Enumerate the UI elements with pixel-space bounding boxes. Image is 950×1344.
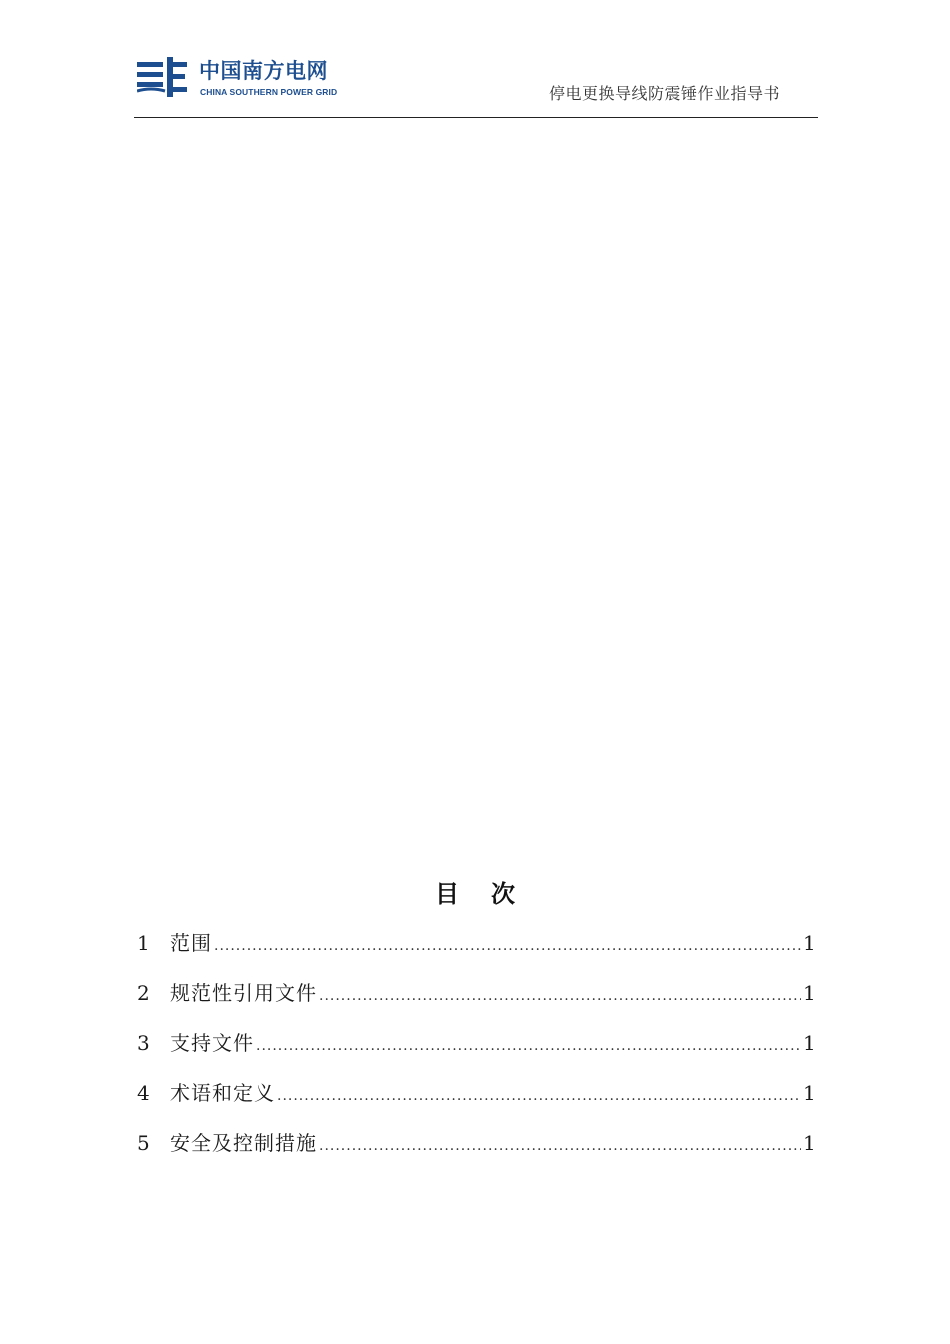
toc-item-normative-references[interactable]	[137, 968, 816, 1018]
toc-dot-leader	[256, 1021, 801, 1071]
toc-dot-leader	[319, 1121, 801, 1171]
toc-item-title: 安全及控制措施	[170, 1131, 317, 1155]
toc-item-title: 范围	[170, 931, 212, 955]
toc-item-number: 4	[137, 1081, 150, 1105]
toc-item-safety-control[interactable]	[137, 1118, 816, 1168]
toc-item-number: 3	[137, 1031, 150, 1055]
toc-heading: 目次	[435, 880, 547, 908]
table-of-contents	[137, 872, 816, 1168]
document-title: 停电更换导线防震锤作业指导书	[548, 84, 780, 103]
company-logo	[137, 57, 367, 99]
page-header	[0, 0, 950, 120]
toc-dot-leader	[319, 971, 801, 1021]
toc-item-page: 1	[803, 1031, 816, 1055]
toc-item-scope[interactable]	[137, 918, 816, 968]
toc-item-terms-definitions[interactable]	[137, 1068, 816, 1118]
toc-item-page: 1	[803, 1131, 816, 1155]
logo-name-en: CHINA SOUTHERN POWER GRID	[200, 87, 338, 97]
toc-item-page: 1	[803, 1081, 816, 1105]
toc-item-supporting-documents[interactable]	[137, 1018, 816, 1068]
logo-name-cn: 中国南方电网	[199, 59, 328, 83]
toc-dot-leader	[214, 921, 801, 971]
toc-item-page: 1	[803, 931, 816, 955]
toc-item-title: 支持文件	[170, 1031, 254, 1055]
toc-item-title: 规范性引用文件	[170, 981, 317, 1005]
toc-item-number: 2	[137, 981, 150, 1005]
toc-dot-leader	[277, 1071, 801, 1121]
toc-item-title: 术语和定义	[170, 1081, 275, 1105]
power-grid-logo-icon	[137, 57, 189, 97]
toc-item-page: 1	[803, 981, 816, 1005]
toc-item-number: 5	[137, 1131, 150, 1155]
header-divider	[134, 117, 818, 118]
toc-item-number: 1	[137, 931, 150, 955]
toc-list	[137, 918, 816, 1168]
